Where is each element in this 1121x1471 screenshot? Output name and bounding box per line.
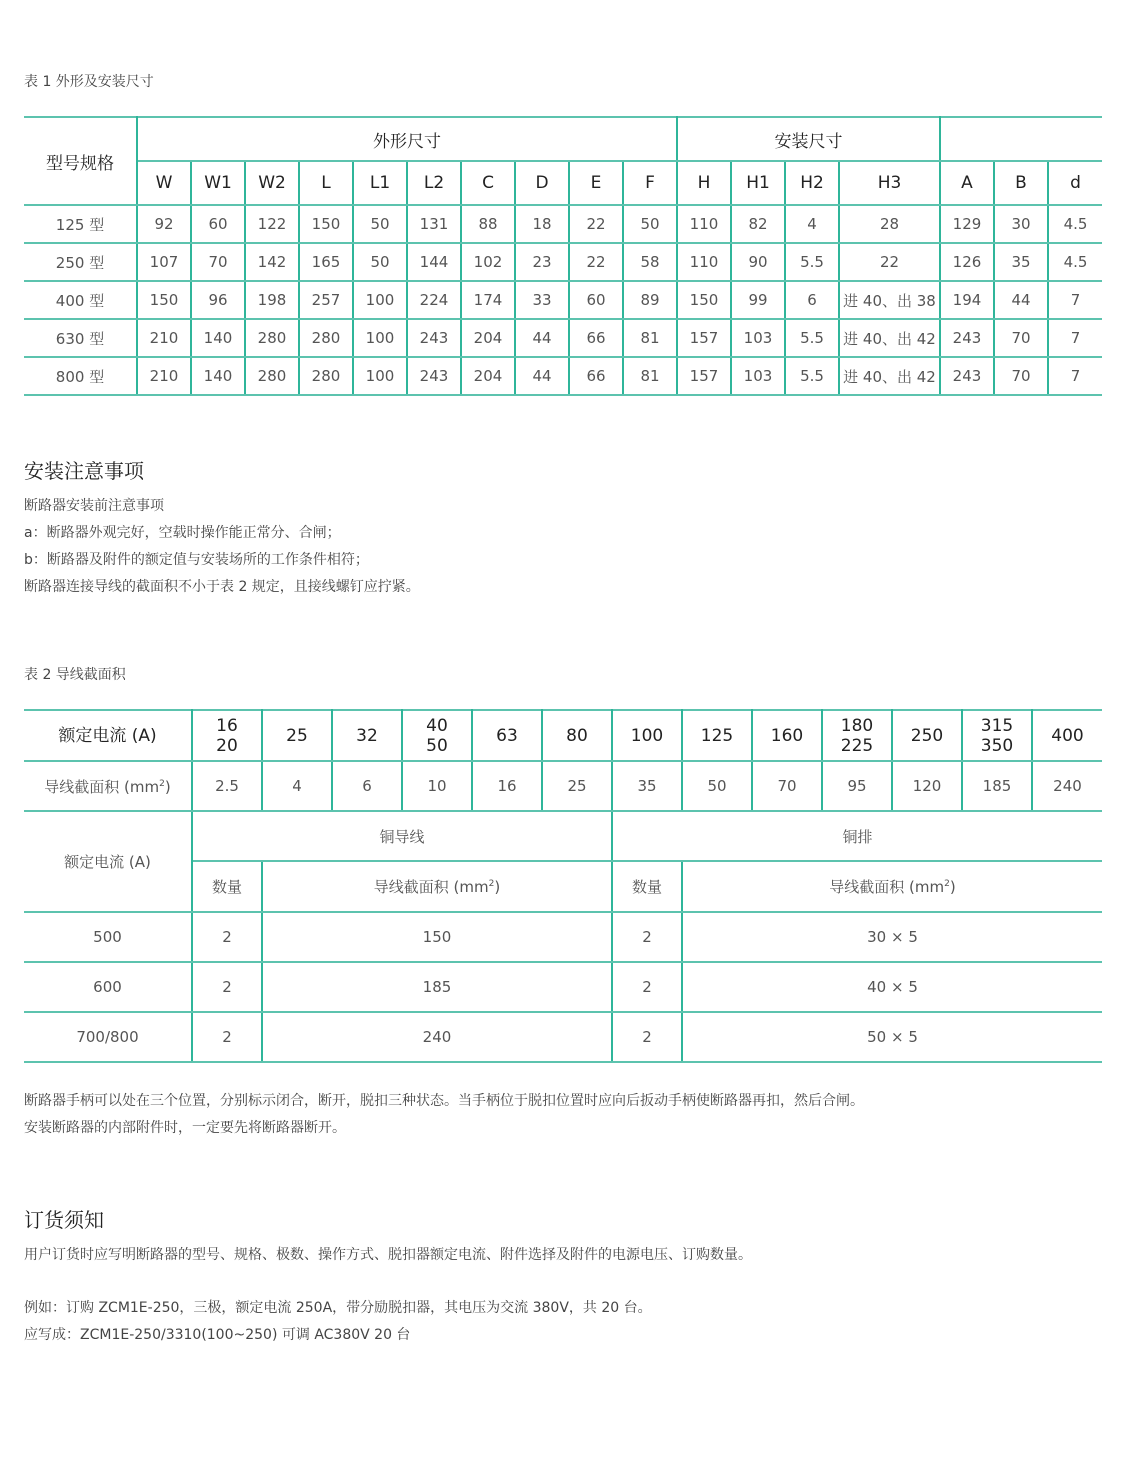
- bar-qty-cell: 2: [612, 962, 682, 1012]
- rated-current-cell: [332, 710, 402, 761]
- value-cell: 89: [623, 281, 677, 319]
- value-cell: 70: [191, 243, 245, 281]
- lower-rated-current-label: 额定电流 (A): [24, 811, 192, 912]
- model-cell: 630 型: [24, 319, 137, 357]
- column-header: B: [994, 161, 1048, 205]
- value-cell: 4: [785, 205, 839, 243]
- bar-qty-cell: 2: [612, 912, 682, 962]
- value-cell: 144: [407, 243, 461, 281]
- rated-current-value: 250: [910, 725, 944, 746]
- wire-area-cell: 185: [262, 962, 612, 1012]
- value-cell: 204: [461, 319, 515, 357]
- value-cell: 243: [407, 319, 461, 357]
- install-notes: [24, 493, 420, 601]
- ordering-title: 订货须知: [24, 1208, 104, 1232]
- value-cell: 243: [940, 319, 994, 357]
- copper-bar-header: 铜排: [612, 811, 1102, 861]
- rated-current-cell: [402, 710, 472, 761]
- value-cell: 243: [940, 357, 994, 395]
- bar-qty-header: 数量: [612, 861, 682, 912]
- value-cell: 7: [1048, 281, 1102, 319]
- wire-area-cell: 2.5: [192, 761, 262, 811]
- wire-qty-cell: 2: [192, 962, 262, 1012]
- outline-dimensions-header: 外形尺寸: [137, 117, 677, 161]
- copper-wire-header: 铜导线: [192, 811, 612, 861]
- value-cell: 44: [515, 319, 569, 357]
- rated-current-value: 180: [840, 715, 874, 736]
- bar-area-cell: 40 × 5: [682, 962, 1102, 1012]
- ordering-example: 例如：订购 ZCM1E-250，三极，额定电流 250A，带分励脱扣器，其电压为交流 380V，共 20 台。: [24, 1300, 652, 1316]
- rated-current-value: 63: [496, 725, 518, 746]
- table-row: [24, 243, 1102, 281]
- wire-area-label: 导线截面积 $(mm^2)$: [24, 761, 192, 811]
- value-cell: 280: [299, 319, 353, 357]
- install-note-line: b：断路器及附件的额定值与安装场所的工作条件相符；: [24, 552, 369, 568]
- table2-caption: 表 2 导线截面积: [24, 667, 126, 683]
- table-row: [24, 281, 1102, 319]
- column-header: W1: [191, 161, 245, 205]
- column-header: H2: [785, 161, 839, 205]
- value-cell: 99: [731, 281, 785, 319]
- rated-current-cell: [472, 710, 542, 761]
- value-cell: 58: [623, 243, 677, 281]
- wire-area-cell: 150: [262, 912, 612, 962]
- rated-current-cell: [542, 710, 612, 761]
- value-cell: 60: [191, 205, 245, 243]
- value-cell: 110: [677, 243, 731, 281]
- wire-area-cell: 10: [402, 761, 472, 811]
- column-header: W: [137, 161, 191, 205]
- bar-area-cell: 30 × 5: [682, 912, 1102, 962]
- value-cell: 140: [191, 357, 245, 395]
- value-cell: 131: [407, 205, 461, 243]
- value-cell: 7: [1048, 319, 1102, 357]
- rated-current-value: 400: [1051, 725, 1084, 746]
- value-cell: 44: [994, 281, 1048, 319]
- value-cell: 174: [461, 281, 515, 319]
- blank-group-header: [940, 117, 1102, 161]
- value-cell: 50: [353, 243, 407, 281]
- value-cell: 194: [940, 281, 994, 319]
- column-header: C: [461, 161, 515, 205]
- rated-current-value: 125: [700, 725, 734, 746]
- value-cell: 165: [299, 243, 353, 281]
- column-header: E: [569, 161, 623, 205]
- wire-area-table: [24, 709, 1102, 1063]
- table-row: [24, 912, 1102, 962]
- column-header: H3: [839, 161, 940, 205]
- value-cell: 4.5: [1048, 243, 1102, 281]
- handle-notes: [24, 1088, 864, 1142]
- value-cell: 100: [353, 357, 407, 395]
- column-header: L2: [407, 161, 461, 205]
- bar-area-header: 导线截面积 $(mm^2)$: [682, 861, 1102, 912]
- value-cell: 96: [191, 281, 245, 319]
- value-cell: 81: [623, 357, 677, 395]
- value-cell: 4.5: [1048, 205, 1102, 243]
- column-header: F: [623, 161, 677, 205]
- column-header: d: [1048, 161, 1102, 205]
- wire-area-header: 导线截面积 $(mm^2)$: [262, 861, 612, 912]
- rated-current-value: 40: [426, 715, 448, 736]
- value-cell: 5.5: [785, 357, 839, 395]
- value-cell: 88: [461, 205, 515, 243]
- table-row: [24, 962, 1102, 1012]
- table-row: [24, 357, 1102, 395]
- wire-area-cell: 70: [752, 761, 822, 811]
- rated-current-value: 50: [426, 735, 448, 756]
- wire-area-cell: 25: [542, 761, 612, 811]
- value-cell: 70: [994, 319, 1048, 357]
- rated-current-cell: [1032, 710, 1102, 761]
- rated-current-value: 25: [286, 725, 308, 746]
- value-cell: 210: [137, 357, 191, 395]
- value-cell: 92: [137, 205, 191, 243]
- rated-current-cell: [612, 710, 682, 761]
- wire-qty-cell: 2: [192, 1012, 262, 1062]
- value-cell: 224: [407, 281, 461, 319]
- value-cell: 30: [994, 205, 1048, 243]
- current-cell: 700/800: [24, 1012, 192, 1062]
- value-cell: 18: [515, 205, 569, 243]
- value-cell: 82: [731, 205, 785, 243]
- value-cell: 进 40、出 42: [839, 357, 940, 395]
- value-cell: 280: [245, 357, 299, 395]
- value-cell: 157: [677, 357, 731, 395]
- value-cell: 150: [299, 205, 353, 243]
- value-cell: 6: [785, 281, 839, 319]
- value-cell: 103: [731, 357, 785, 395]
- rated-current-value: 315: [980, 715, 1014, 736]
- wire-area-cell: 16: [472, 761, 542, 811]
- dimensions-table: [24, 116, 1102, 396]
- rated-current-value: 160: [770, 725, 804, 746]
- value-cell: 210: [137, 319, 191, 357]
- table-row: [24, 205, 1102, 243]
- current-cell: 500: [24, 912, 192, 962]
- value-cell: 50: [623, 205, 677, 243]
- install-note-line: 断路器连接导线的截面积不小于表 2 规定，且接线螺钉应拧紧。: [24, 579, 420, 595]
- install-note-line: 断路器安装前注意事项: [24, 498, 164, 514]
- table-row: [24, 319, 1102, 357]
- column-header: W2: [245, 161, 299, 205]
- model-header: 型号规格: [24, 117, 137, 205]
- value-cell: 280: [245, 319, 299, 357]
- value-cell: 126: [940, 243, 994, 281]
- value-cell: 33: [515, 281, 569, 319]
- model-cell: 400 型: [24, 281, 137, 319]
- value-cell: 100: [353, 319, 407, 357]
- value-cell: 129: [940, 205, 994, 243]
- value-cell: 22: [569, 243, 623, 281]
- wire-area-cell: 50: [682, 761, 752, 811]
- value-cell: 35: [994, 243, 1048, 281]
- rated-current-value: 100: [630, 725, 664, 746]
- value-cell: 66: [569, 357, 623, 395]
- column-header: H: [677, 161, 731, 205]
- value-cell: 进 40、出 42: [839, 319, 940, 357]
- value-cell: 22: [569, 205, 623, 243]
- column-header: A: [940, 161, 994, 205]
- wire-area-cell: 4: [262, 761, 332, 811]
- value-cell: 90: [731, 243, 785, 281]
- rated-current-value: 350: [980, 735, 1014, 756]
- value-cell: 122: [245, 205, 299, 243]
- value-cell: 142: [245, 243, 299, 281]
- value-cell: 204: [461, 357, 515, 395]
- wire-qty-header: 数量: [192, 861, 262, 912]
- wire-area-cell: 6: [332, 761, 402, 811]
- value-cell: 28: [839, 205, 940, 243]
- ordering-intro: 用户订货时应写明断路器的型号、规格、极数、操作方式、脱扣器额定电流、附件选择及附件的电源电压、订购数量。: [24, 1247, 752, 1263]
- value-cell: 7: [1048, 357, 1102, 395]
- value-cell: 5.5: [785, 319, 839, 357]
- value-cell: 157: [677, 319, 731, 357]
- value-cell: 44: [515, 357, 569, 395]
- rated-current-value: 80: [566, 725, 588, 746]
- value-cell: 243: [407, 357, 461, 395]
- rated-current-cell: [752, 710, 822, 761]
- handle-note-line: 断路器手柄可以处在三个位置，分别标示闭合，断开，脱扣三种状态。当手柄位于脱扣位置时应向后扳动手柄使断路器再扣，然后合闸。: [24, 1093, 864, 1109]
- value-cell: 81: [623, 319, 677, 357]
- table1-caption: 表 1 外形及安装尺寸: [24, 74, 154, 90]
- rated-current-value: 20: [216, 735, 238, 756]
- install-notes-title: 安装注意事项: [24, 459, 144, 483]
- column-header: L: [299, 161, 353, 205]
- rated-current-cell: [892, 710, 962, 761]
- wire-area-cell: 35: [612, 761, 682, 811]
- rated-current-value: 16: [216, 715, 238, 736]
- value-cell: 107: [137, 243, 191, 281]
- wire-area-cell: 120: [892, 761, 962, 811]
- ordering-write-as: 应写成：ZCM1E-250/3310(100~250) 可调 AC380V 20 台: [24, 1327, 411, 1343]
- model-cell: 800 型: [24, 357, 137, 395]
- rated-current-cell: [262, 710, 332, 761]
- value-cell: 280: [299, 357, 353, 395]
- rated-current-cell: [962, 710, 1032, 761]
- wire-area-cell: 240: [262, 1012, 612, 1062]
- value-cell: 100: [353, 281, 407, 319]
- rated-current-value: 225: [840, 735, 874, 756]
- value-cell: 198: [245, 281, 299, 319]
- rated-current-cell: [822, 710, 892, 761]
- bar-qty-cell: 2: [612, 1012, 682, 1062]
- value-cell: 进 40、出 38: [839, 281, 940, 319]
- value-cell: 110: [677, 205, 731, 243]
- wire-area-cell: 240: [1032, 761, 1102, 811]
- model-cell: 250 型: [24, 243, 137, 281]
- install-dimensions-header: 安装尺寸: [677, 117, 940, 161]
- column-header: L1: [353, 161, 407, 205]
- value-cell: 257: [299, 281, 353, 319]
- value-cell: 5.5: [785, 243, 839, 281]
- handle-note-line: 安装断路器的内部附件时，一定要先将断路器断开。: [24, 1120, 346, 1136]
- wire-area-cell: 185: [962, 761, 1032, 811]
- value-cell: 140: [191, 319, 245, 357]
- wire-area-cell: 95: [822, 761, 892, 811]
- value-cell: 103: [731, 319, 785, 357]
- column-header: D: [515, 161, 569, 205]
- value-cell: 150: [677, 281, 731, 319]
- rated-current-label: 额定电流 (A): [24, 710, 192, 761]
- column-header: H1: [731, 161, 785, 205]
- value-cell: 66: [569, 319, 623, 357]
- value-cell: 102: [461, 243, 515, 281]
- table-row: [24, 1012, 1102, 1062]
- install-note-line: a：断路器外观完好，空载时操作能正常分、合闸；: [24, 525, 341, 541]
- rated-current-cell: [192, 710, 262, 761]
- value-cell: 22: [839, 243, 940, 281]
- current-cell: 600: [24, 962, 192, 1012]
- rated-current-value: 32: [356, 725, 378, 746]
- value-cell: 150: [137, 281, 191, 319]
- value-cell: 50: [353, 205, 407, 243]
- model-cell: 125 型: [24, 205, 137, 243]
- value-cell: 23: [515, 243, 569, 281]
- bar-area-cell: 50 × 5: [682, 1012, 1102, 1062]
- rated-current-cell: [682, 710, 752, 761]
- value-cell: 70: [994, 357, 1048, 395]
- wire-qty-cell: 2: [192, 912, 262, 962]
- value-cell: 60: [569, 281, 623, 319]
